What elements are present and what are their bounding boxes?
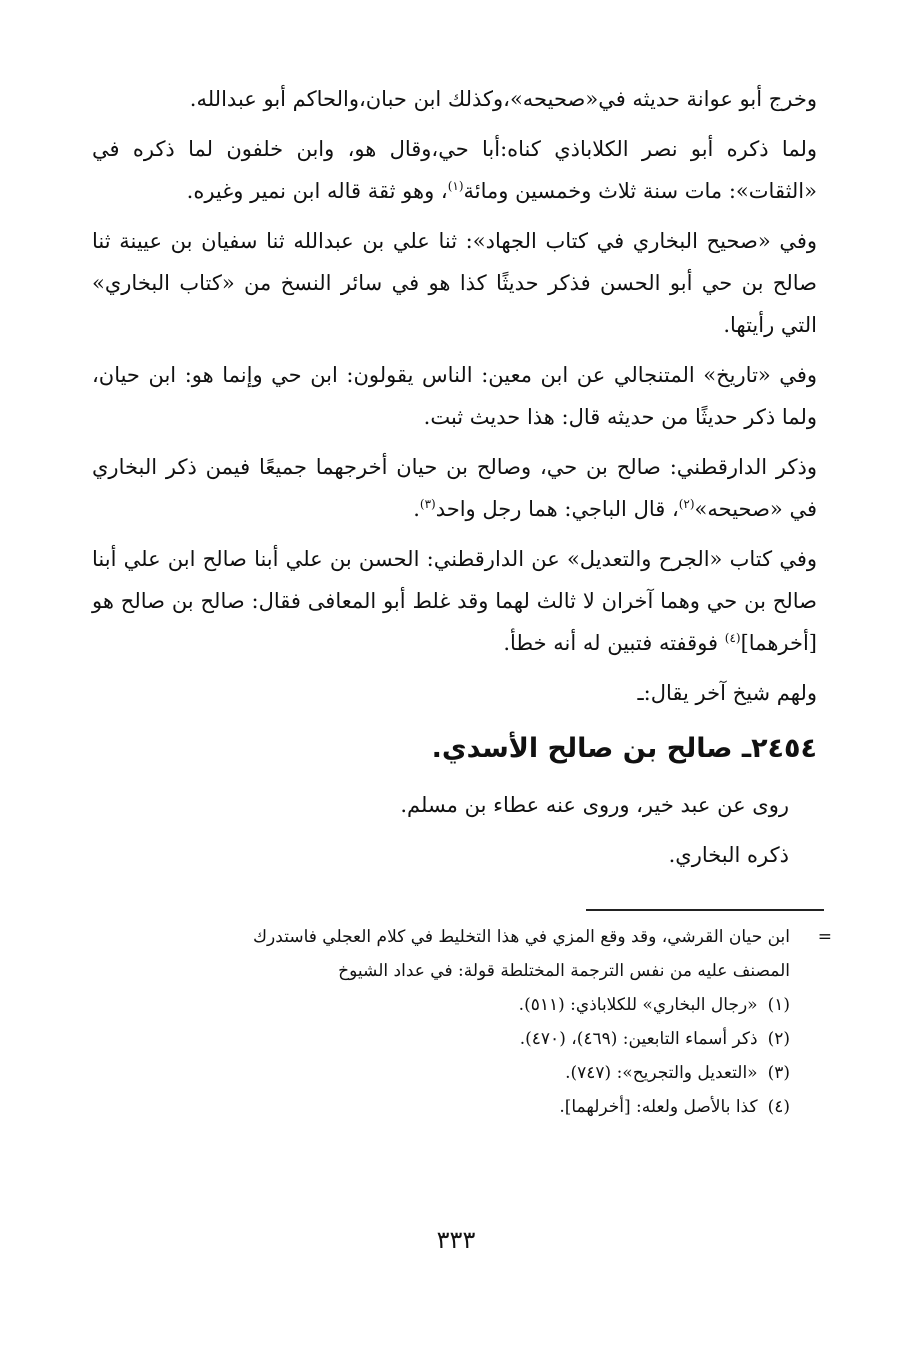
paragraph-text: ، وهو ثقة قاله ابن نمير وغيره. [186, 179, 448, 203]
paragraph-7 [92, 672, 817, 714]
paragraph-5 [92, 446, 817, 530]
footnote-text: «رجال البخاري» للكلاباذي: (٥١١). [518, 995, 758, 1015]
continuation-mark: = [817, 927, 832, 947]
page-number: ٣٣٣ [436, 1226, 476, 1254]
footnote-item [92, 1056, 832, 1090]
footnote-continuation [92, 920, 832, 988]
footnote-number: (١) [767, 995, 790, 1015]
paragraph-text: وفي «صحيح البخاري في كتاب الجهاد»: ثنا علي بن عبدالله ثنا سفيان بن عيينة ثنا صالح بن حي أبو الحسن فذكر حديثًا كذا هو في سائر النسخ من «كتاب البخاري» التي رأيتها. [92, 229, 817, 337]
paragraph-2 [92, 128, 817, 212]
paragraph-text: . [413, 497, 420, 521]
paragraph-text: ولما ذكره أبو نصر الكلاباذي كناه:أبا حي،وقال هو، وابن خلفون لما ذكره في «الثقات»: مات سنة ثلاث وخمسين ومائة [92, 137, 817, 203]
footnote-number: (٢) [767, 1029, 790, 1049]
entry-heading: ٢٤٥٤ـ صالح بن صالح الأسدي. [431, 733, 817, 764]
footnote-ref[interactable]: (٤) [724, 631, 741, 645]
footnote-number: (٤) [767, 1097, 790, 1117]
footnotes [92, 920, 832, 1124]
entry-source: ذكره البخاري. [668, 843, 789, 867]
paragraph-text: وذكر الدارقطني: صالح بن حي، وصالح بن حيان أخرجهما جميعًا فيمن ذكر البخاري في «صحيحه» [92, 455, 817, 521]
paragraph-6 [92, 538, 817, 664]
footnote-text: كذا بالأصل ولعله: [أخرلهما]. [559, 1097, 758, 1117]
footnote-item [92, 1022, 832, 1056]
entry-narration: روى عن عبد خير، وروى عنه عطاء بن مسلم. [400, 793, 789, 817]
paragraph-4 [92, 354, 817, 438]
paragraph-text: وخرج أبو عوانة حديثه في«صحيحه»،وكذلك ابن حبان،والحاكم أبو عبدالله. [189, 87, 817, 111]
footnote-ref[interactable]: (١) [447, 179, 464, 193]
footnote-item [92, 1090, 832, 1124]
continuation-line: المصنف عليه من نفس الترجمة المختلطة قولة: في عداد الشيوخ [338, 961, 790, 981]
paragraph-text: ، قال الباجي: هما رجل واحد [435, 497, 679, 521]
footnote-item [92, 988, 832, 1022]
paragraph-text: وفي «تاريخ» المتنجالي عن ابن معين: الناس يقولون: ابن حي وإنما هو: ابن حيان، ولما ذكر حديثًا من حديثه قال: هذا حديث ثبت. [92, 363, 817, 429]
paragraph-1 [92, 78, 817, 120]
footnote-ref[interactable]: (٣) [419, 497, 436, 511]
paragraph-3 [92, 220, 817, 346]
continuation-line: ابن حيان القرشي، وقد وقع المزي في هذا التخليط في كلام العجلي فاستدرك [253, 927, 790, 947]
footnote-ref[interactable]: (٢) [678, 497, 695, 511]
main-text [92, 78, 817, 884]
paragraph-text: فوقفته فتبين له أنه خطأ. [503, 631, 725, 655]
footnote-text: «التعديل والتجريح»: (٧٤٧). [565, 1063, 758, 1083]
footnote-text: ذكر أسماء التابعين: (٤٦٩)، (٤٧٠). [519, 1029, 758, 1049]
footnote-divider [586, 909, 824, 911]
paragraph-text: ولهم شيخ آخر يقال:ـ [637, 681, 817, 705]
paragraph-text: وفي كتاب «الجرح والتعديل» عن الدارقطني: الحسن بن علي أبنا صالح ابن علي أبنا صالح بن حي وهما آخران لا ثالث لهما وقد غلط أبو المعافى فقال: صالح بن صالح هو [أخرهما] [92, 547, 817, 655]
footnote-number: (٣) [767, 1063, 790, 1083]
